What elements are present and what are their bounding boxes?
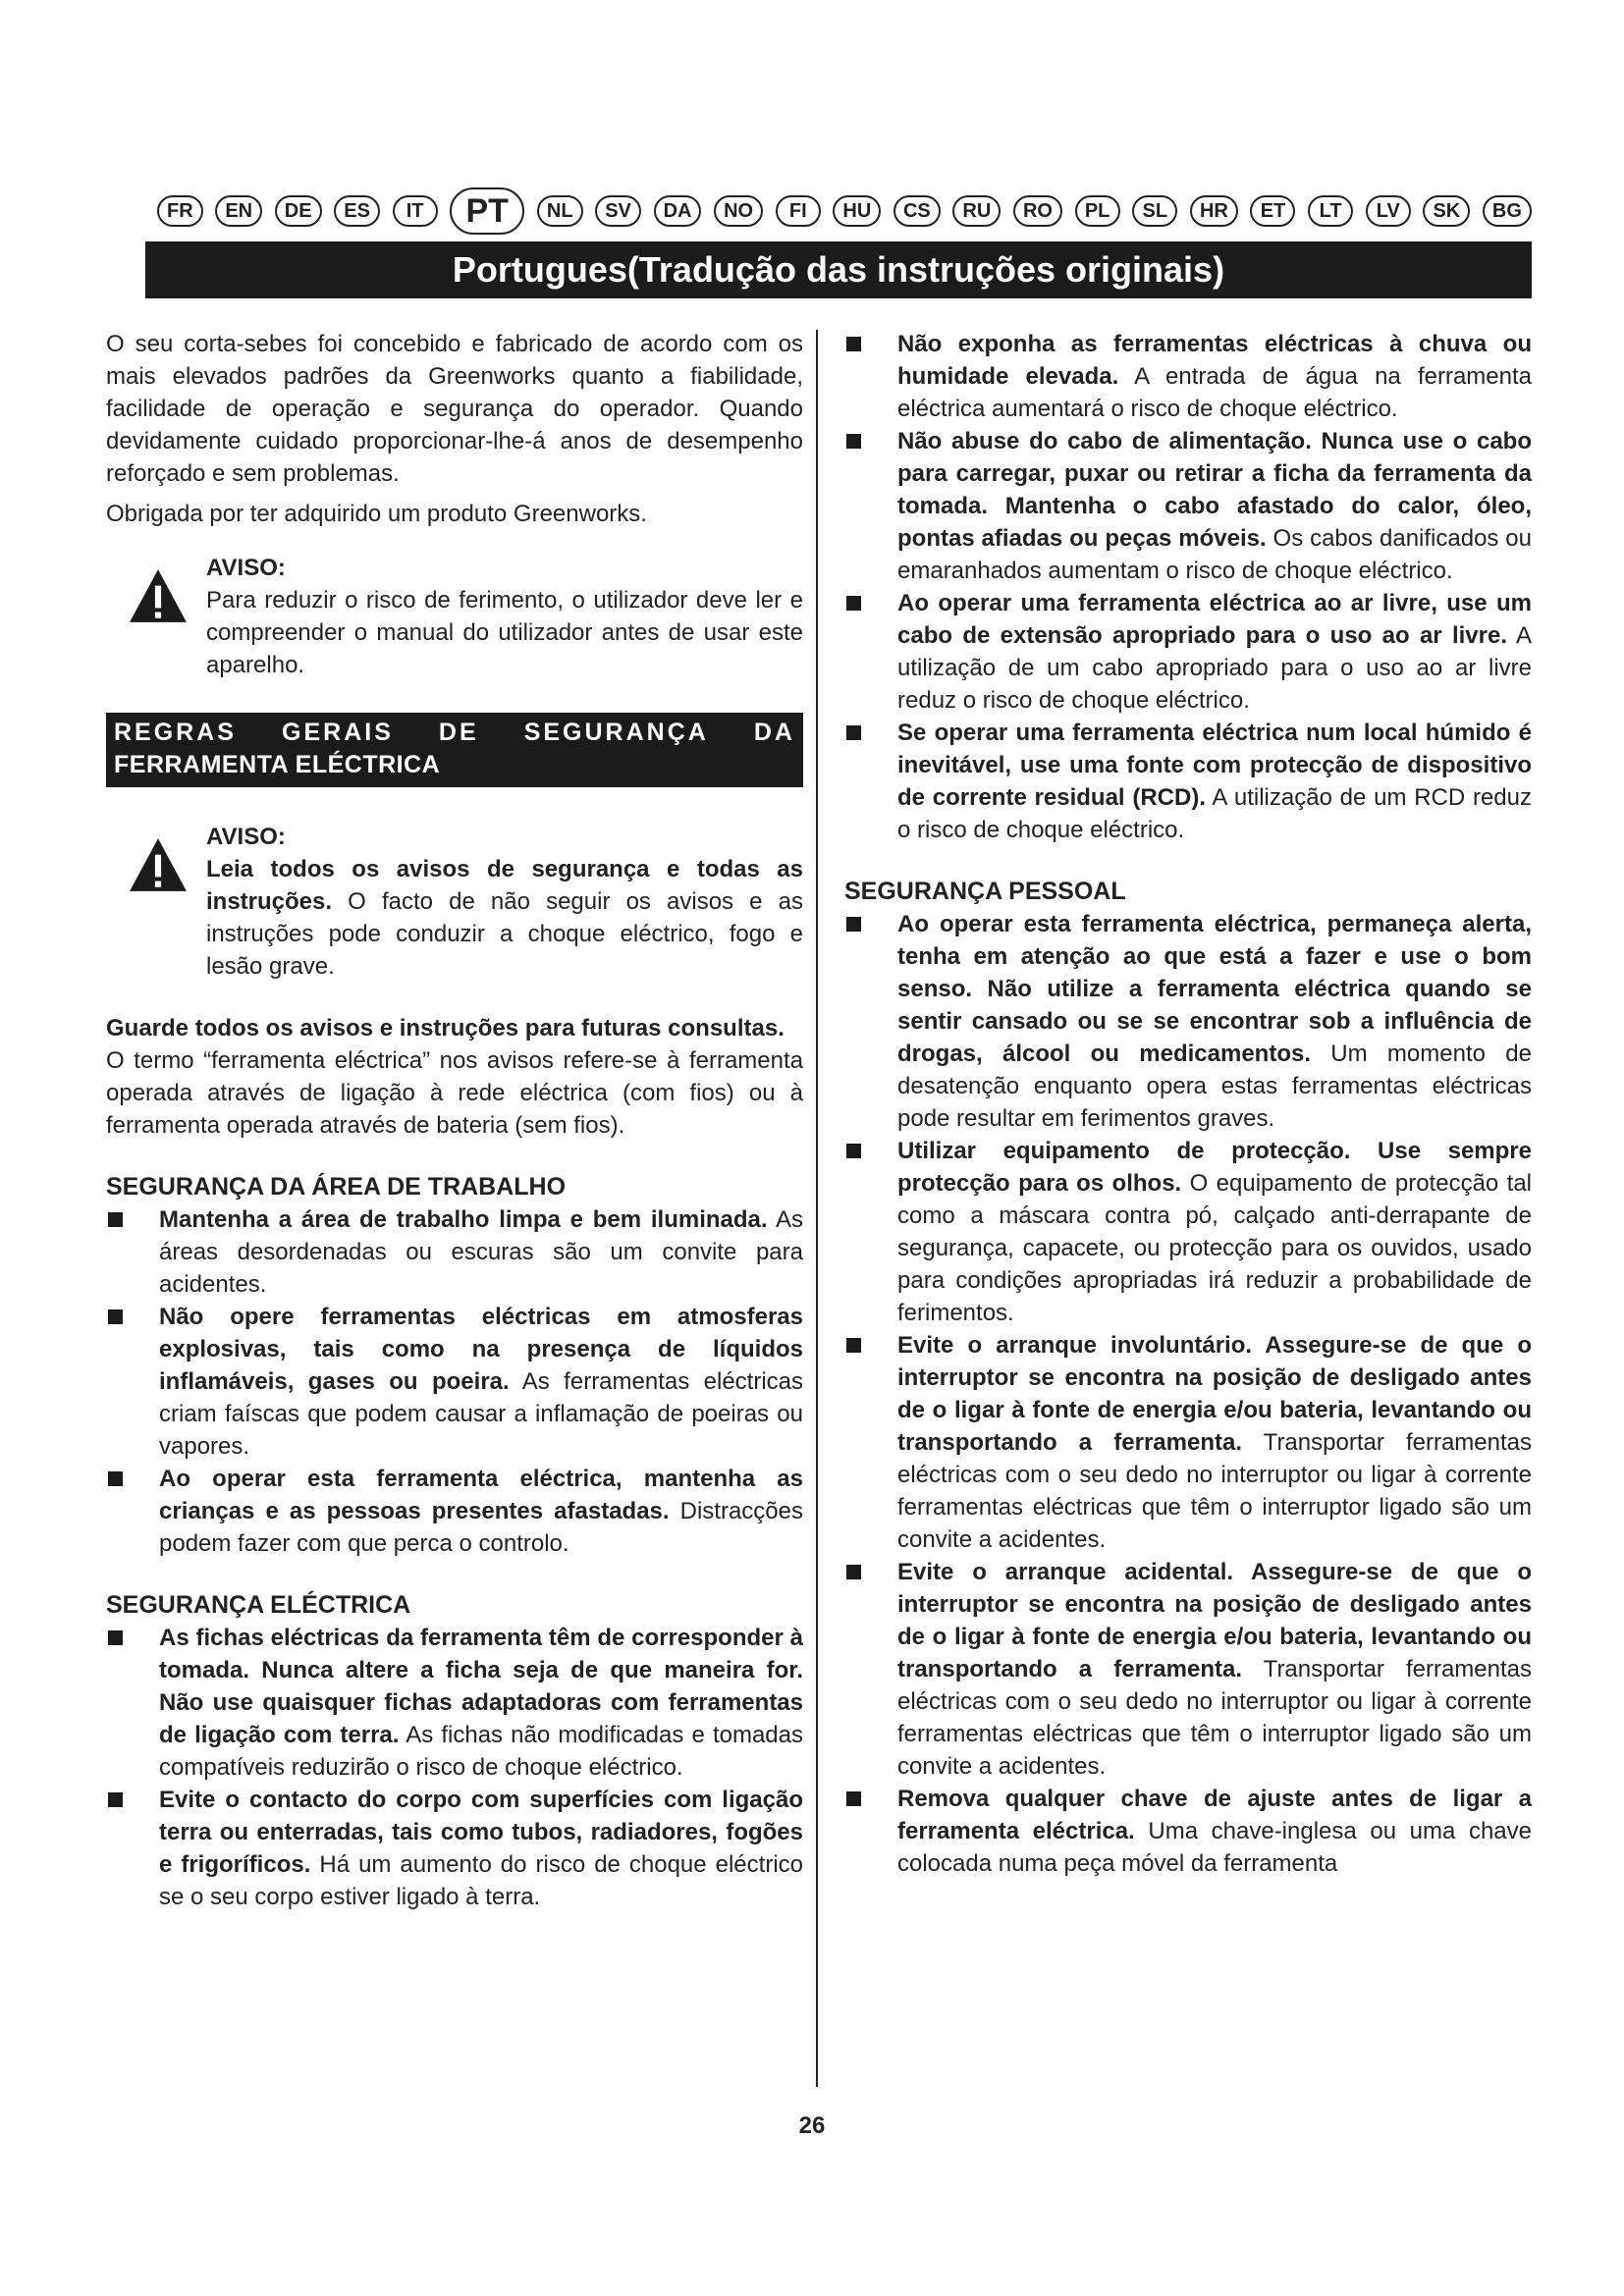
list-item [106, 1463, 803, 1560]
language-tab-no: NO [714, 195, 763, 227]
language-tab-es: ES [334, 195, 380, 227]
list-item-bold: Utilizar equipamento de protecção. Use sempre protecção para os olhos. [897, 1138, 1532, 1197]
electrical-list-continued [844, 328, 1532, 846]
list-item-text: Um momento de desatenção enquanto opera estas ferramentas eléctricas pode resultar em ferimentos graves. [897, 1041, 1532, 1132]
language-tab-hu: HU [833, 195, 881, 227]
intro-paragraph: O seu corta-sebes foi concebido e fabricado de acordo com os mais elevados padrões da Greenworks quanto a fiabilidade, facilidade de operação e segurança do operador. Quando devidamente cuidado proporcionar-lhe-á anos de desempenho reforçado e sem problemas. [106, 331, 803, 487]
language-selector [157, 187, 1532, 236]
section-title-word: GERAIS [282, 719, 394, 746]
thanks-paragraph: Obrigada por ter adquirido um produto Greenworks. [106, 501, 647, 527]
list-item [106, 1203, 803, 1301]
left-column [106, 328, 803, 1913]
warning-body: Para reduzir o risco de ferimento, o utilizador deve ler e compreender o manual do utilizador antes de usar este aparelho. [206, 587, 803, 678]
warning-title: AVISO: [206, 824, 286, 850]
list-item [844, 328, 1532, 425]
list-item-bold: Ao operar esta ferramenta eléctrica, mantenha as crianças e as pessoas presentes afastadas. [159, 1466, 803, 1524]
list-item [844, 1556, 1532, 1783]
language-tab-en: EN [215, 195, 262, 227]
list-item [106, 1301, 803, 1463]
language-tab-de: DE [275, 195, 322, 227]
warning-block-2 [128, 821, 803, 983]
list-item [844, 717, 1532, 846]
language-tab-ru: RU [952, 195, 1001, 227]
language-tab-ro: RO [1013, 195, 1062, 227]
language-tab-da: DA [654, 195, 702, 227]
list-item-text: Os cabos danificados ou emaranhados aumentam o risco de choque eléctrico. [897, 525, 1532, 584]
language-tab-hr: HR [1190, 195, 1238, 227]
personal-heading: SEGURANÇA PESSOAL [844, 878, 1126, 905]
section-title-line-2: FERRAMENTA ELÉCTRICA [114, 751, 441, 778]
list-item-text: Transportar ferramentas eléctricas com o seu dedo no interruptor ou ligar à corrente ferramentas eléctricas que têm o interruptor ligado são um convite a acidentes. [897, 1429, 1532, 1553]
work-area-heading: SEGURANÇA DA ÁREA DE TRABALHO [106, 1173, 567, 1201]
warning-bold: Leia todos os avisos de segurança e todas as instruções. [206, 856, 803, 915]
language-tab-pl: PL [1075, 195, 1120, 227]
list-item-bold: As fichas eléctricas da ferramenta têm de corresponder à tomada. Nunca altere a ficha seja de que maneira for. Não use quaisquer fichas adaptadoras com ferramentas de ligação com terra. [159, 1625, 803, 1748]
list-item-bold: Mantenha a área de trabalho limpa e bem iluminada. [159, 1206, 768, 1233]
language-tab-bg: BG [1483, 195, 1532, 227]
list-item [106, 1622, 803, 1784]
section-title-line-1 [114, 717, 795, 749]
list-item-text: As áreas desordenadas ou escuras são um convite para acidentes. [159, 1206, 803, 1298]
personal-safety-list [844, 908, 1532, 1880]
list-item-bold: Não abuse do cabo de alimentação. Nunca use o cabo para carregar, puxar ou retirar a ficha da ferramenta da tomada. Mantenha o cabo afastado do calor, óleo, pontas afiadas ou peças móveis. [897, 428, 1532, 552]
page-title-text: Portugues(Tradução das instruções originais) [452, 249, 1225, 290]
language-tab-et: ET [1250, 195, 1295, 227]
language-tab-cs: CS [893, 195, 941, 227]
language-tab-sk: SK [1423, 195, 1470, 227]
warning-triangle-icon [128, 565, 189, 626]
language-tab-pt: PT [450, 187, 524, 235]
list-item [844, 1329, 1532, 1556]
warning-title: AVISO: [206, 555, 286, 581]
list-item-bold: Não exponha as ferramentas eléctricas à chuva ou humidade elevada. [897, 331, 1532, 390]
list-item-text: A entrada de água na ferramenta eléctrica aumentará o risco de choque eléctrico. [897, 363, 1532, 422]
electrical-list [106, 1622, 803, 1913]
electrical-heading: SEGURANÇA ELÉCTRICA [106, 1591, 411, 1619]
list-item [844, 1135, 1532, 1329]
section-title-word: SEGURANÇA [523, 719, 709, 746]
page-title [145, 241, 1532, 298]
list-item-text: As fichas não modificadas e tomadas compatíveis reduzirão o risco de choque eléctrico. [159, 1722, 804, 1781]
language-tab-lv: LV [1366, 195, 1411, 227]
warning-body [206, 853, 803, 983]
section-title-word: REGRAS [114, 719, 237, 746]
term-paragraph: O termo “ferramenta eléctrica” nos avisos refere-se à ferramenta operada através de ligação à rede eléctrica (com fios) ou à ferramenta operada através de bateria (sem fios). [106, 1047, 803, 1139]
list-item-bold: Evite o contacto do corpo com superfícies com ligação terra ou enterradas, tais como tubos, radiadores, fogões e frigoríficos. [159, 1787, 803, 1878]
section-title-word: DA [753, 719, 795, 746]
warning-block-1 [128, 552, 803, 681]
language-tab-fi: FI [776, 195, 821, 227]
keep-instructions-heading [106, 1012, 803, 1044]
list-item-bold: Ao operar uma ferramenta eléctrica ao ar livre, use um cabo de extensão apropriado para o uso ao ar livre. [897, 590, 1532, 649]
list-item [844, 1783, 1532, 1880]
warning-triangle-icon [128, 834, 189, 895]
list-item [844, 908, 1532, 1135]
language-tab-fr: FR [157, 195, 203, 227]
page-number: 26 [798, 2112, 826, 2139]
list-item-text: A utilização de um cabo apropriado para o uso ao ar livre reduz o risco de choque eléctrico. [897, 622, 1532, 714]
list-item-text: O equipamento de protecção tal como a máscara contra pó, calçado anti-derrapante de segurança, capacete, ou protecção para os ouvidos, usado para condições apropriadas irá reduzir a probabilidade de ferimentos. [897, 1170, 1532, 1326]
list-item-text: Transportar ferramentas eléctricas com o seu dedo no interruptor ou ligar à corrente ferramentas eléctricas que têm o interruptor ligado são um convite a acidentes. [897, 1656, 1532, 1780]
section-title-bar [106, 713, 803, 787]
list-item-bold: Se operar uma ferramenta eléctrica num local húmido é inevitável, use uma fonte com protecção de dispositivo de corrente residual (RCD). [897, 720, 1532, 811]
keep-instructions-bold: Guarde todos os avisos e instruções para futuras consultas. [106, 1015, 785, 1041]
column-divider [816, 330, 818, 2087]
warning-text: O facto de não seguir os avisos e as instruções pode conduzir a choque eléctrico, fogo e lesão grave. [206, 888, 803, 980]
list-item [844, 587, 1532, 717]
section-title-word: DE [438, 719, 479, 746]
list-item-bold: Remova qualquer chave de ajuste antes de ligar a ferramenta eléctrica. [897, 1786, 1532, 1844]
language-tab-nl: NL [537, 195, 583, 227]
work-area-list [106, 1203, 803, 1560]
list-item-bold: Evite o arranque acidental. Assegure-se de que o interruptor se encontra na posição de desligado antes de o ligar à fonte de energia e/ou bateria, levantando ou transportando a ferramenta. [897, 1559, 1532, 1682]
list-item-bold: Ao operar esta ferramenta eléctrica, permaneça alerta, tenha em atenção ao que está a fazer e use o bom senso. Não utilize a ferramenta eléctrica quando se sentir cansado ou se se encontrar sob a influência de drogas, álcool ou medicamentos. [897, 911, 1532, 1067]
language-tab-sl: SL [1132, 195, 1177, 227]
list-item [844, 425, 1532, 587]
list-item [106, 1784, 803, 1913]
language-tab-lt: LT [1308, 195, 1353, 227]
list-item-text: Uma chave-inglesa ou uma chave colocada numa peça móvel da ferramenta [897, 1818, 1533, 1877]
list-item-text: As ferramentas eléctricas criam faíscas que podem causar a inflamação de poeiras ou vapores. [159, 1368, 804, 1460]
list-item-text: A utilização de um RCD reduz o risco de choque eléctrico. [897, 784, 1532, 843]
language-tab-it: IT [393, 195, 438, 227]
list-item-bold: Evite o arranque involuntário. Assegure-se de que o interruptor se encontra na posição de desligado antes de o ligar à fonte de energia e/ou bateria, levantando ou transportando a ferramenta. [897, 1332, 1532, 1456]
list-item-text: Distracções podem fazer com que perca o controlo. [159, 1498, 803, 1557]
right-column [844, 328, 1532, 1880]
language-tab-sv: SV [595, 195, 641, 227]
list-item-bold: Não opere ferramentas eléctricas em atmosferas explosivas, tais como na presença de líquidos inflamáveis, gases ou poeira. [159, 1304, 803, 1395]
list-item-text: Há um aumento do risco de choque eléctrico se o seu corpo estiver ligado à terra. [159, 1851, 803, 1910]
